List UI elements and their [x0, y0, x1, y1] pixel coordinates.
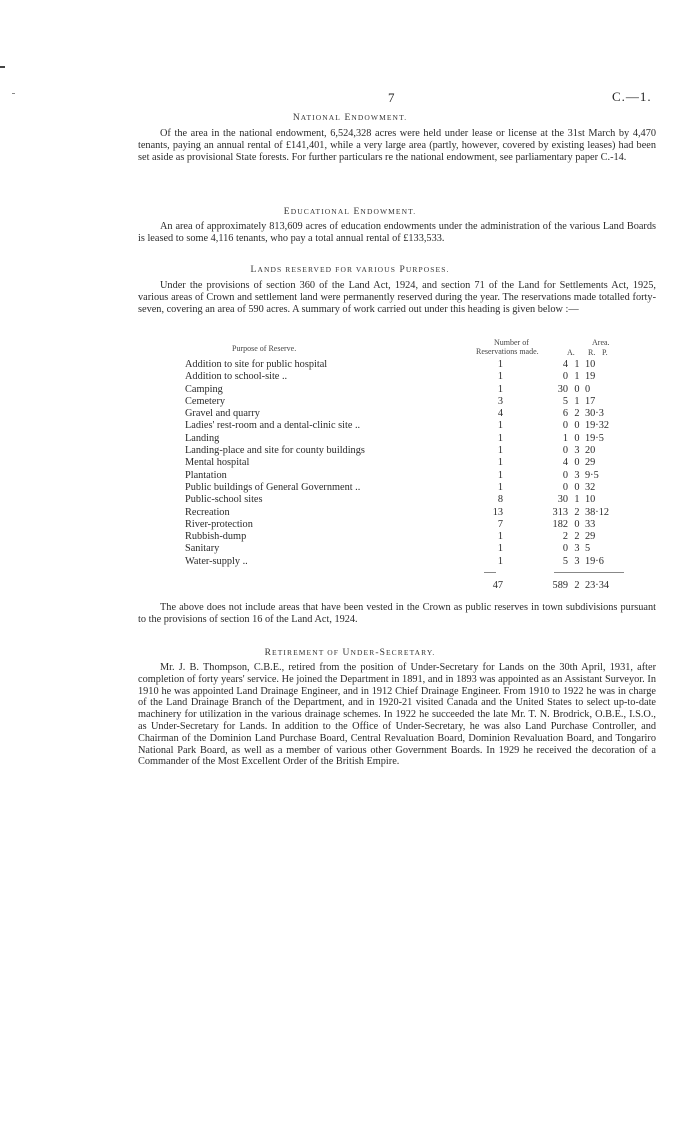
- table-row: [185, 384, 655, 396]
- acres-cell: 1: [562, 432, 568, 444]
- number-cell: 1: [497, 555, 503, 567]
- purpose-cell: Mental hospital: [185, 457, 250, 469]
- table-row: [185, 507, 655, 519]
- roods-cell: 3: [574, 469, 580, 481]
- perches-cell: 9·5: [585, 469, 599, 481]
- roods-cell: 1: [574, 359, 580, 370]
- perches-cell: 19: [585, 371, 596, 383]
- purpose-cell: Sanitary: [185, 543, 220, 555]
- perches-cell: 19·6: [585, 555, 604, 567]
- acres-cell: 0: [562, 445, 568, 457]
- educational-endowment-text: An area of approximately 813,609 acres of education endowments under the administration of the various Land Boards is leased to some 4,116 tenants, who pay a total annual rental of £133,533.: [138, 221, 656, 244]
- total-perches: 23·34: [585, 580, 610, 591]
- national-endowment-heading: NATIONAL ENDOWMENT.: [292, 113, 408, 123]
- purpose-cell: Rubbish-dump: [185, 531, 247, 543]
- perches-cell: 33: [585, 518, 596, 530]
- table-row: [185, 359, 655, 371]
- perches-cell: 19·32: [585, 420, 610, 432]
- acres-cell: 30: [557, 383, 568, 395]
- table-row: [185, 494, 655, 506]
- number-cell: 1: [497, 481, 503, 493]
- perches-cell: 30·3: [585, 408, 604, 420]
- roods-cell: 1: [574, 494, 580, 506]
- acres-cell: 6: [562, 408, 568, 420]
- reserves-table: [185, 359, 655, 568]
- table-row: [185, 420, 655, 432]
- table-row: [185, 519, 655, 531]
- purpose-cell: Public buildings of General Government ..: [185, 481, 361, 493]
- total-rule: [484, 572, 496, 573]
- purpose-cell: Landing: [185, 432, 220, 444]
- acres-cell: 4: [562, 457, 568, 469]
- table-row: [185, 396, 655, 408]
- purpose-cell: Cemetery: [185, 395, 226, 407]
- roods-cell: 3: [574, 543, 580, 555]
- acres-cell: 2: [562, 531, 568, 543]
- number-cell: 1: [497, 371, 503, 383]
- number-cell: 1: [497, 383, 503, 395]
- table-row: [185, 457, 655, 469]
- acres-cell: 0: [562, 481, 568, 493]
- lands-reserved-heading: LANDS RESERVED FOR VARIOUS PURPOSES.: [250, 265, 450, 275]
- perches-cell: 20: [585, 445, 596, 457]
- table-row: [185, 556, 655, 568]
- acres-cell: 313: [552, 506, 568, 518]
- paper-reference: C.—1.: [612, 89, 652, 104]
- area-acres-header: A.: [567, 348, 575, 357]
- table-row: [185, 433, 655, 445]
- number-cell: 1: [497, 420, 503, 432]
- acres-cell: 0: [562, 543, 568, 555]
- table-row: [185, 371, 655, 383]
- number-cell: 7: [497, 518, 503, 530]
- purpose-cell: Plantation: [185, 469, 227, 481]
- roods-cell: 2: [574, 408, 580, 420]
- number-cell: 4: [497, 408, 503, 420]
- roods-cell: 2: [574, 531, 580, 543]
- number-cell: 1: [497, 445, 503, 457]
- number-cell: 1: [497, 543, 503, 555]
- number-cell: 1: [497, 469, 503, 481]
- perches-cell: 29: [585, 531, 596, 543]
- perches-cell: 19·5: [585, 432, 604, 444]
- total-number: 47: [492, 580, 503, 591]
- purpose-cell: Water-supply ..: [185, 555, 248, 567]
- number-column-header-line2: Reservations made.: [476, 347, 539, 356]
- acres-cell: 0: [562, 469, 568, 481]
- roods-cell: 0: [574, 457, 580, 469]
- table-row: [185, 470, 655, 482]
- table-row: [185, 482, 655, 494]
- acres-cell: 5: [562, 555, 568, 567]
- roods-cell: 0: [574, 432, 580, 444]
- total-rule: [554, 572, 624, 573]
- retirement-text: Mr. J. B. Thompson, C.B.E., retired from the position of Under-Secretary for Lands on the 30th April, 1931, after completion of forty years' service. He joined the Department in 1891, and in 1893 was appointed as an Assistant Surveyor. In 1910 he was appointed Land Drainage Engineer, and in 1912 Chief Drainage Engineer. From 1910 to 1922 he was in charge of the Land Drainage Branch of the Department, and in 1920-21 visited Canada and the United States to select up-to-date machinery for utilization in the various drainage schemes. In 1922 he succeeded the late Mr. T. N. Brodrick, O.B.E., I.S.O., as Under-Secretary for Lands. In addition to the Office of Under-Secretary, he was also Land Purchase Controller, and Chairman of the Dominion Land Purchase Board, Central Revaluation Board, Dominion Revaluation Board, and Tongariro National Park Board, as well as a member of various other Government Boards. In 1929 he received the decoration of a Commander of the Most Excellent Order of the British Empire.: [138, 662, 656, 768]
- roods-cell: 0: [574, 481, 580, 493]
- number-cell: 1: [497, 531, 503, 543]
- area-perches-header: P.: [602, 348, 608, 357]
- area-column-header: Area.: [592, 338, 610, 347]
- table-row: [185, 408, 655, 420]
- number-cell: 13: [492, 506, 503, 518]
- perches-cell: 0: [585, 383, 591, 395]
- roods-cell: 1: [574, 371, 580, 383]
- reserves-note: The above does not include areas that have been vested in the Crown as public reserves in town subdivisions pursuant to the provisions of section 16 of the Land Act, 1924.: [138, 602, 656, 625]
- purpose-cell: Landing-place and site for county buildings: [185, 445, 365, 457]
- roods-cell: 0: [574, 383, 580, 395]
- perches-cell: 10: [585, 494, 596, 506]
- roods-cell: 3: [574, 445, 580, 457]
- educational-endowment-heading: EDUCATIONAL ENDOWMENT.: [283, 207, 417, 217]
- lands-reserved-text: Under the provisions of section 360 of the Land Act, 1924, and section 71 of the Land for Settlements Act, 1925, various areas of Crown and settlement land were permanently reserved during the year. The reservations made totalled forty-seven, covering an area of 590 acres. A summary of work carried out under this heading is given below :—: [138, 280, 656, 315]
- purpose-cell: Addition to site for public hospital: [185, 359, 328, 370]
- number-cell: 1: [497, 457, 503, 469]
- number-column-header-line1: Number of: [494, 338, 529, 347]
- purpose-cell: Ladies' rest-room and a dental-clinic site ..: [185, 420, 361, 432]
- margin-mark: [0, 66, 5, 68]
- perches-cell: 32: [585, 481, 596, 493]
- roods-cell: 2: [574, 506, 580, 518]
- perches-cell: 5: [585, 543, 591, 555]
- purpose-cell: Addition to school-site ..: [185, 371, 288, 383]
- acres-cell: 182: [552, 518, 568, 530]
- purpose-cell: Recreation: [185, 506, 230, 518]
- total-acres: 589: [552, 580, 568, 591]
- retirement-heading: RETIREMENT OF UNDER-SECRETARY.: [264, 648, 436, 658]
- purpose-cell: River-protection: [185, 518, 253, 530]
- perches-cell: 17: [585, 395, 596, 407]
- acres-cell: 4: [562, 359, 568, 370]
- purpose-cell: Gravel and quarry: [185, 408, 260, 420]
- area-roods-header: R.: [588, 348, 596, 357]
- acres-cell: 0: [562, 420, 568, 432]
- table-row: [185, 543, 655, 555]
- number-cell: 1: [497, 359, 503, 370]
- perches-cell: 10: [585, 359, 596, 370]
- acres-cell: 0: [562, 371, 568, 383]
- roods-cell: 0: [574, 420, 580, 432]
- table-row: [185, 445, 655, 457]
- roods-cell: 0: [574, 518, 580, 530]
- perches-cell: 38·12: [585, 506, 610, 518]
- roods-cell: 3: [574, 555, 580, 567]
- purpose-column-header: Purpose of Reserve.: [232, 344, 297, 353]
- acres-cell: 5: [562, 395, 568, 407]
- number-cell: 1: [497, 432, 503, 444]
- number-cell: 8: [497, 494, 503, 506]
- roods-cell: 1: [574, 395, 580, 407]
- acres-cell: 30: [557, 494, 568, 506]
- national-endowment-text: Of the area in the national endowment, 6,524,328 acres were held under lease or license at the 31st March by 4,470 tenants, paying an annual rental of £141,401, while a very large area (partly, however, covered by existing leases) had been set aside as provisional State forests. For further particulars re the national endowment, see parliamentary paper C.-14.: [138, 128, 656, 163]
- number-cell: 3: [497, 395, 503, 407]
- page-number: 7: [388, 90, 395, 105]
- perches-cell: 29: [585, 457, 596, 469]
- total-roods: 2: [574, 580, 580, 591]
- table-row: [185, 531, 655, 543]
- margin-mark: [12, 93, 15, 94]
- purpose-cell: Camping: [185, 383, 223, 395]
- purpose-cell: Public-school sites: [185, 494, 263, 506]
